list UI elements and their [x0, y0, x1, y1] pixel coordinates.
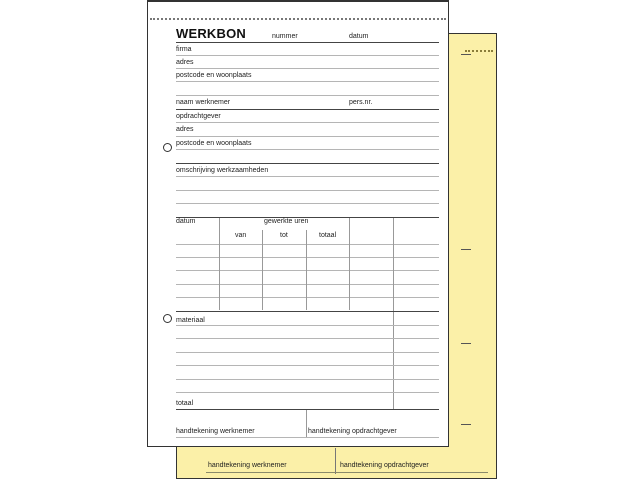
- perforation-line: [150, 18, 446, 20]
- hours-row-4[interactable]: [176, 297, 439, 298]
- copy-perforation: [465, 50, 493, 52]
- hours-header-rule: [176, 244, 439, 245]
- hours-col-divider: [349, 218, 350, 310]
- date-label: datum: [349, 33, 369, 40]
- client-address-label: adres: [176, 59, 194, 66]
- company-field[interactable]: [176, 55, 439, 56]
- signature-line[interactable]: [176, 437, 439, 438]
- number-label: nummer: [272, 33, 298, 40]
- contractor-postal-city-label: postcode en woonplaats: [176, 140, 252, 147]
- hours-col-divider: [219, 218, 220, 310]
- punch-hole-bottom: [163, 314, 172, 323]
- material-row-3[interactable]: [176, 352, 439, 353]
- title-rule[interactable]: [176, 42, 439, 43]
- hours-group-header: gewerkte uren: [264, 218, 309, 225]
- employee-name-label: naam werknemer: [176, 99, 231, 106]
- material-section-top: [176, 311, 439, 312]
- section-divider: [176, 163, 439, 164]
- hours-date-header: datum: [176, 218, 196, 225]
- signature-divider: [306, 410, 307, 438]
- description-field-line-3[interactable]: [176, 203, 439, 204]
- personnel-number-label: pers.nr.: [349, 99, 373, 106]
- material-row-2[interactable]: [176, 338, 439, 339]
- hours-col-divider: [393, 218, 394, 410]
- client-address-field[interactable]: [176, 68, 439, 69]
- copy-signature-divider: [335, 448, 336, 474]
- contractor-field[interactable]: [176, 122, 439, 123]
- copy-signature-employee-label: handtekening werknemer: [208, 462, 287, 469]
- company-label: firma: [176, 46, 192, 53]
- description-field-line-2[interactable]: [176, 190, 439, 191]
- client-postal-city-field[interactable]: [176, 81, 439, 82]
- client-postal-city-label: postcode en woonplaats: [176, 72, 252, 79]
- contractor-postal-city-field[interactable]: [176, 149, 439, 150]
- hours-col-from: van: [235, 232, 247, 239]
- material-row-5[interactable]: [176, 379, 439, 380]
- hours-col-to: tot: [280, 232, 288, 239]
- contractor-label: opdrachtgever: [176, 113, 221, 120]
- copy-rule-tick: [461, 54, 471, 55]
- hours-col-total: totaal: [319, 232, 337, 239]
- total-label: totaal: [176, 400, 194, 407]
- hours-row-1[interactable]: [176, 257, 439, 258]
- signature-employee-label: handtekening werknemer: [176, 428, 255, 435]
- punch-hole-top: [163, 143, 172, 152]
- contractor-address-label: adres: [176, 126, 194, 133]
- signature-client-label: handtekening opdrachtgever: [308, 428, 397, 435]
- hours-col-divider: [306, 230, 307, 310]
- hours-row-2[interactable]: [176, 270, 439, 271]
- hours-row-3[interactable]: [176, 284, 439, 285]
- description-field-line-1[interactable]: [176, 176, 439, 177]
- original-page: [147, 0, 449, 447]
- material-label: materiaal: [176, 317, 205, 324]
- client-extra-field[interactable]: [176, 95, 439, 96]
- form-title: WERKBON: [176, 26, 247, 41]
- total-rule[interactable]: [176, 409, 439, 410]
- hours-col-divider: [262, 230, 263, 310]
- copy-rule-tick: [461, 424, 471, 425]
- copy-signature-line: [206, 472, 488, 473]
- copy-signature-client-label: handtekening opdrachtgever: [340, 462, 429, 469]
- material-row-1[interactable]: [176, 325, 439, 326]
- description-label: omschrijving werkzaamheden: [176, 167, 269, 174]
- copy-rule-tick: [461, 249, 471, 250]
- binding-edge: [147, 0, 449, 2]
- copy-rule-tick: [461, 343, 471, 344]
- material-row-6[interactable]: [176, 392, 439, 393]
- material-row-4[interactable]: [176, 365, 439, 366]
- employee-name-field[interactable]: [176, 109, 439, 110]
- contractor-address-field[interactable]: [176, 136, 439, 137]
